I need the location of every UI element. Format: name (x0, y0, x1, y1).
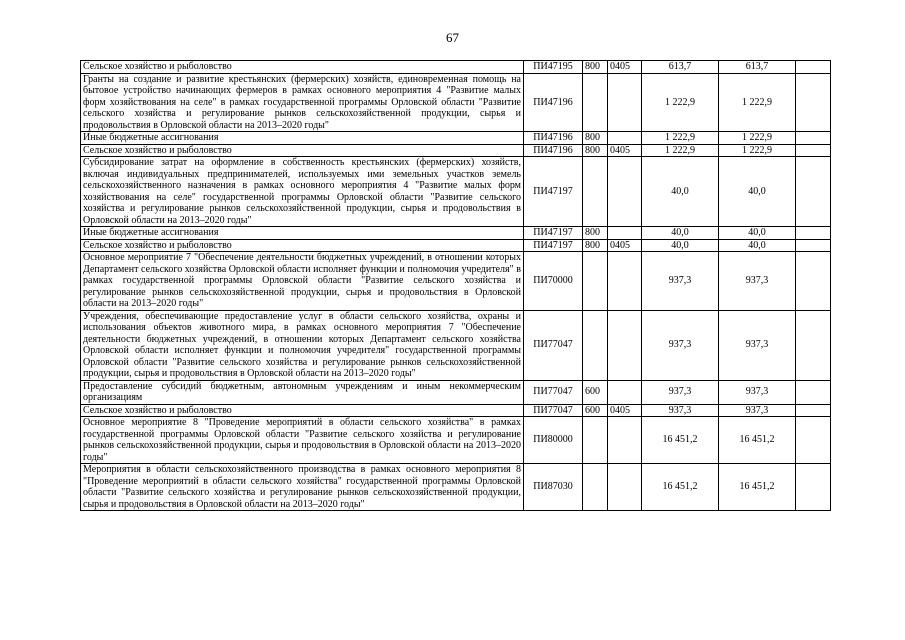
row-description: Основное мероприятие 8 "Проведение мероприятий в области сельского хозяйства" в рамках государственной программы Орловской области "Развитие сельского хозяйства и регулирование рынков сельскохозяйственной продукции, сырья и продовольствия в Орловской области на 2013–2020 годы" (81, 417, 524, 464)
row-amount-1: 16 451,2 (642, 464, 719, 511)
budget-table (80, 60, 831, 511)
row-extra-cell (796, 404, 831, 417)
row-expense-type: 800 (583, 227, 608, 240)
row-description: Основное мероприятие 7 "Обеспечение деятельности бюджетных учреждений, в отношении которых Департамент сельского хозяйства Орловской области исполняет функции и полномочия учредителя" в рамках государственной программы Орловской области "Развитие сельского хозяйства и регулирование рынков сельскохозяйственной продукции, сырья и продовольствия в Орловской области на 2013–2020 годы" (81, 252, 524, 311)
row-expense-type (583, 417, 608, 464)
row-amount-2: 40,0 (719, 227, 796, 240)
row-expense-type: 800 (583, 61, 608, 74)
table-row (81, 310, 831, 380)
row-amount-2: 937,3 (719, 310, 796, 380)
row-amount-2: 1 222,9 (719, 132, 796, 145)
row-expense-type (583, 464, 608, 511)
row-amount-2: 40,0 (719, 239, 796, 252)
row-section (608, 157, 642, 227)
table-row (81, 252, 831, 311)
row-extra-cell (796, 239, 831, 252)
row-expense-type (583, 310, 608, 380)
row-amount-1: 1 222,9 (642, 144, 719, 157)
row-amount-1: 937,3 (642, 404, 719, 417)
row-extra-cell (796, 132, 831, 145)
row-section: 0405 (608, 239, 642, 252)
row-code: ПИ77047 (524, 380, 583, 404)
row-amount-1: 1 222,9 (642, 73, 719, 132)
table-row (81, 239, 831, 252)
row-expense-type: 600 (583, 380, 608, 404)
row-description: Сельское хозяйство и рыболовство (81, 404, 524, 417)
row-extra-cell (796, 73, 831, 132)
row-section (608, 380, 642, 404)
row-extra-cell (796, 380, 831, 404)
row-code: ПИ47196 (524, 144, 583, 157)
row-amount-1: 937,3 (642, 310, 719, 380)
row-extra-cell (796, 417, 831, 464)
table-row (81, 380, 831, 404)
row-description: Иные бюджетные ассигнования (81, 132, 524, 145)
row-amount-2: 937,3 (719, 404, 796, 417)
row-amount-2: 1 222,9 (719, 73, 796, 132)
row-amount-2: 16 451,2 (719, 417, 796, 464)
row-section (608, 417, 642, 464)
table-row (81, 132, 831, 145)
row-extra-cell (796, 157, 831, 227)
row-code: ПИ47197 (524, 157, 583, 227)
row-amount-1: 40,0 (642, 239, 719, 252)
table-row (81, 144, 831, 157)
table-row (81, 227, 831, 240)
row-section (608, 73, 642, 132)
row-amount-2: 1 222,9 (719, 144, 796, 157)
row-expense-type: 800 (583, 144, 608, 157)
table-row (81, 73, 831, 132)
row-amount-2: 613,7 (719, 61, 796, 74)
row-description: Субсидирование затрат на оформление в собственность крестьянских (фермерских) хозяйств, включая индивидуальных предпринимателей, используемых ими земельных участков земель сельскохозяйственного назначения в рамках основного мероприятия 4 "Развитие малых форм хозяйствования на селе" государственной программы Орловской области "Развитие сельского хозяйства и регулирование рынков сельскохозяйственной продукции, сырья и продовольствия в Орловской области на 2013–2020 годы" (81, 157, 524, 227)
row-amount-1: 613,7 (642, 61, 719, 74)
row-description: Гранты на создание и развитие крестьянских (фермерских) хозяйств, единовременная помощь на бытовое устройство начинающих фермеров в рамках основного мероприятия 4 "Развитие малых форм хозяйствования на селе" в рамках государственной программы Орловской области "Развитие сельского хозяйства и регулирование рынков сельскохозяйственной продукции, сырья и продовольствия в Орловской области на 2013–2020 годы" (81, 73, 524, 132)
row-amount-2: 16 451,2 (719, 464, 796, 511)
row-description: Сельское хозяйство и рыболовство (81, 144, 524, 157)
row-extra-cell (796, 144, 831, 157)
table-row (81, 464, 831, 511)
row-description: Иные бюджетные ассигнования (81, 227, 524, 240)
row-extra-cell (796, 61, 831, 74)
row-code: ПИ80000 (524, 417, 583, 464)
page-number: 67 (446, 30, 459, 45)
row-expense-type: 800 (583, 239, 608, 252)
row-code: ПИ47197 (524, 227, 583, 240)
row-amount-1: 40,0 (642, 157, 719, 227)
row-amount-1: 1 222,9 (642, 132, 719, 145)
table-row (81, 404, 831, 417)
row-expense-type: 800 (583, 132, 608, 145)
table-row (81, 61, 831, 74)
row-section: 0405 (608, 144, 642, 157)
row-extra-cell (796, 227, 831, 240)
row-description: Учреждения, обеспечивающие предоставление услуг в области сельского хозяйства, охраны и использования объектов животного мира, в рамках основного мероприятия 7 "Обеспечение деятельности бюджетных учреждений, в отношении которых Департамент сельского хозяйства Орловской области исполняет функции и полномочия учредителя" государственной программы Орловской области "Развитие сельского хозяйства и регулирование рынков сельскохозяйственной продукции, сырья и продовольствия в Орловской области на 2013–2020 годы" (81, 310, 524, 380)
row-extra-cell (796, 464, 831, 511)
row-extra-cell (796, 252, 831, 311)
row-code: ПИ77047 (524, 404, 583, 417)
table-row (81, 417, 831, 464)
row-section (608, 132, 642, 145)
row-code: ПИ47196 (524, 132, 583, 145)
row-section (608, 464, 642, 511)
row-description: Сельское хозяйство и рыболовство (81, 61, 524, 74)
row-section (608, 252, 642, 311)
row-code: ПИ87030 (524, 464, 583, 511)
row-section: 0405 (608, 404, 642, 417)
row-section (608, 310, 642, 380)
row-amount-2: 40,0 (719, 157, 796, 227)
row-amount-1: 16 451,2 (642, 417, 719, 464)
row-code: ПИ77047 (524, 310, 583, 380)
row-expense-type: 600 (583, 404, 608, 417)
row-expense-type (583, 252, 608, 311)
row-amount-1: 937,3 (642, 380, 719, 404)
row-description: Мероприятия в области сельскохозяйственного производства в рамках основного мероприятия 8 "Проведение мероприятий в области сельского хозяйства" государственной программы Орловской области "Развитие сельского хозяйства и регулирование рынков сельскохозяйственной продукции, сырья и продовольствия в Орловской области на 2013–2020 годы" (81, 464, 524, 511)
row-code: ПИ47197 (524, 239, 583, 252)
row-code: ПИ47195 (524, 61, 583, 74)
row-code: ПИ70000 (524, 252, 583, 311)
row-amount-2: 937,3 (719, 252, 796, 311)
table-row (81, 157, 831, 227)
row-amount-1: 40,0 (642, 227, 719, 240)
row-expense-type (583, 73, 608, 132)
row-description: Сельское хозяйство и рыболовство (81, 239, 524, 252)
row-expense-type (583, 157, 608, 227)
row-description: Предоставление субсидий бюджетным, автономным учреждениям и иным некоммерческим организациям (81, 380, 524, 404)
row-section: 0405 (608, 61, 642, 74)
row-amount-1: 937,3 (642, 252, 719, 311)
row-extra-cell (796, 310, 831, 380)
row-amount-2: 937,3 (719, 380, 796, 404)
row-section (608, 227, 642, 240)
row-code: ПИ47196 (524, 73, 583, 132)
